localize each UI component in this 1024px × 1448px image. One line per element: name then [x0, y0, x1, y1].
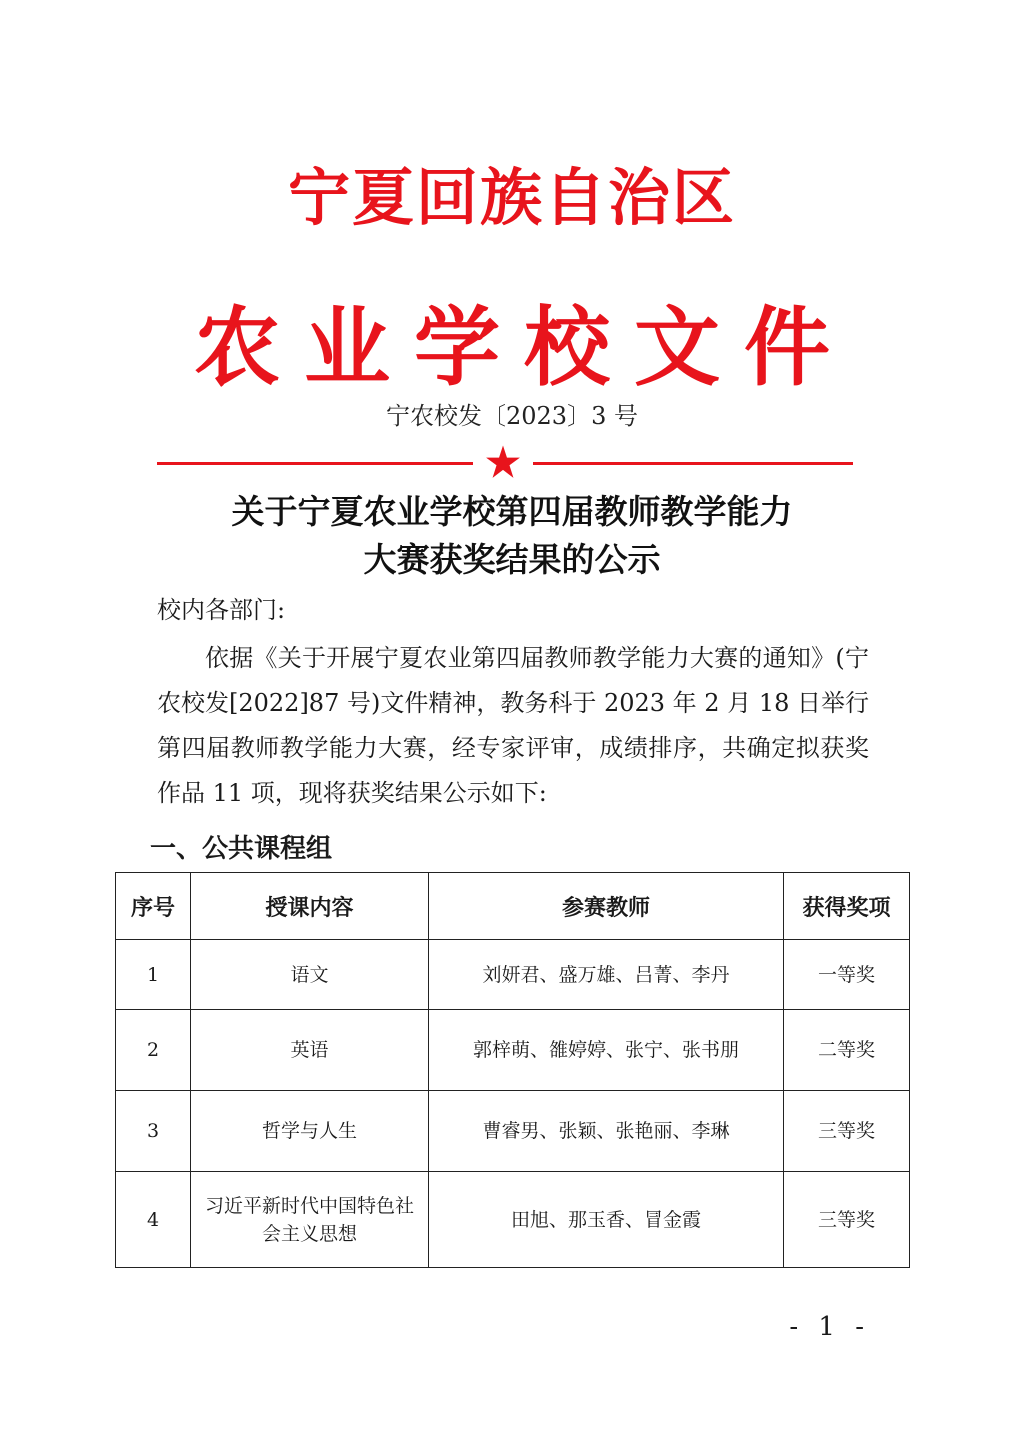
cell-teachers: 郭梓萌、雒婷婷、张宁、张书朋: [429, 1010, 784, 1091]
cell-teachers: 曹睿男、张颖、张艳丽、李琳: [429, 1091, 784, 1172]
document-number: 宁农校发〔2023〕3 号: [386, 402, 638, 430]
table-row: [116, 1091, 910, 1172]
table-row: [116, 940, 910, 1010]
header-no: 序号: [116, 873, 191, 940]
cell-award: 二等奖: [784, 1010, 910, 1091]
cell-content: 英语: [191, 1010, 429, 1091]
cell-award: 三等奖: [784, 1172, 910, 1268]
document-title: [0, 488, 1024, 584]
document-kind: 农业学校文件: [194, 297, 854, 398]
cell-content: 习近平新时代中国特色社会主义思想: [191, 1172, 429, 1268]
cell-teachers: 刘妍君、盛万雄、吕菁、李丹: [429, 940, 784, 1010]
page-number: - 1 -: [789, 1312, 870, 1342]
cell-award: 三等奖: [784, 1091, 910, 1172]
red-divider-left: [157, 462, 473, 465]
cell-award: 一等奖: [784, 940, 910, 1010]
header-award: 获得奖项: [784, 873, 910, 940]
cell-no: 3: [116, 1091, 191, 1172]
award-table: [115, 872, 910, 1268]
header-content: 授课内容: [191, 873, 429, 940]
header-teachers: 参赛教师: [429, 873, 784, 940]
table-header-row: [116, 873, 910, 940]
salutation: 校内各部门:: [157, 596, 286, 624]
cell-teachers: 田旭、那玉香、冒金霞: [429, 1172, 784, 1268]
cell-content: 语文: [191, 940, 429, 1010]
cell-no: 1: [116, 940, 191, 1010]
org-name: 宁夏回族自治区: [287, 161, 736, 234]
cell-no: 2: [116, 1010, 191, 1091]
red-divider-right: [533, 462, 853, 465]
cell-content: 哲学与人生: [191, 1091, 429, 1172]
body-paragraph: 依据《关于开展宁夏农业第四届教师教学能力大赛的通知》(宁农校发[2022]87 号)文件精神，教务科于 2023 年 2 月 18 日举行第四届教师教学能力大赛，经专家评审，成绩排序，共确定拟获奖作品 11 项，现将获奖结果公示如下:: [157, 644, 869, 807]
title-line-2: 大赛获奖结果的公示: [363, 540, 661, 579]
title-line-1: 关于宁夏农业学校第四届教师教学能力: [231, 492, 793, 531]
section-heading: 一、公共课程组: [150, 834, 333, 864]
cell-no: 4: [116, 1172, 191, 1268]
star-icon: [485, 444, 521, 480]
table-row: [116, 1172, 910, 1268]
table-row: [116, 1010, 910, 1091]
